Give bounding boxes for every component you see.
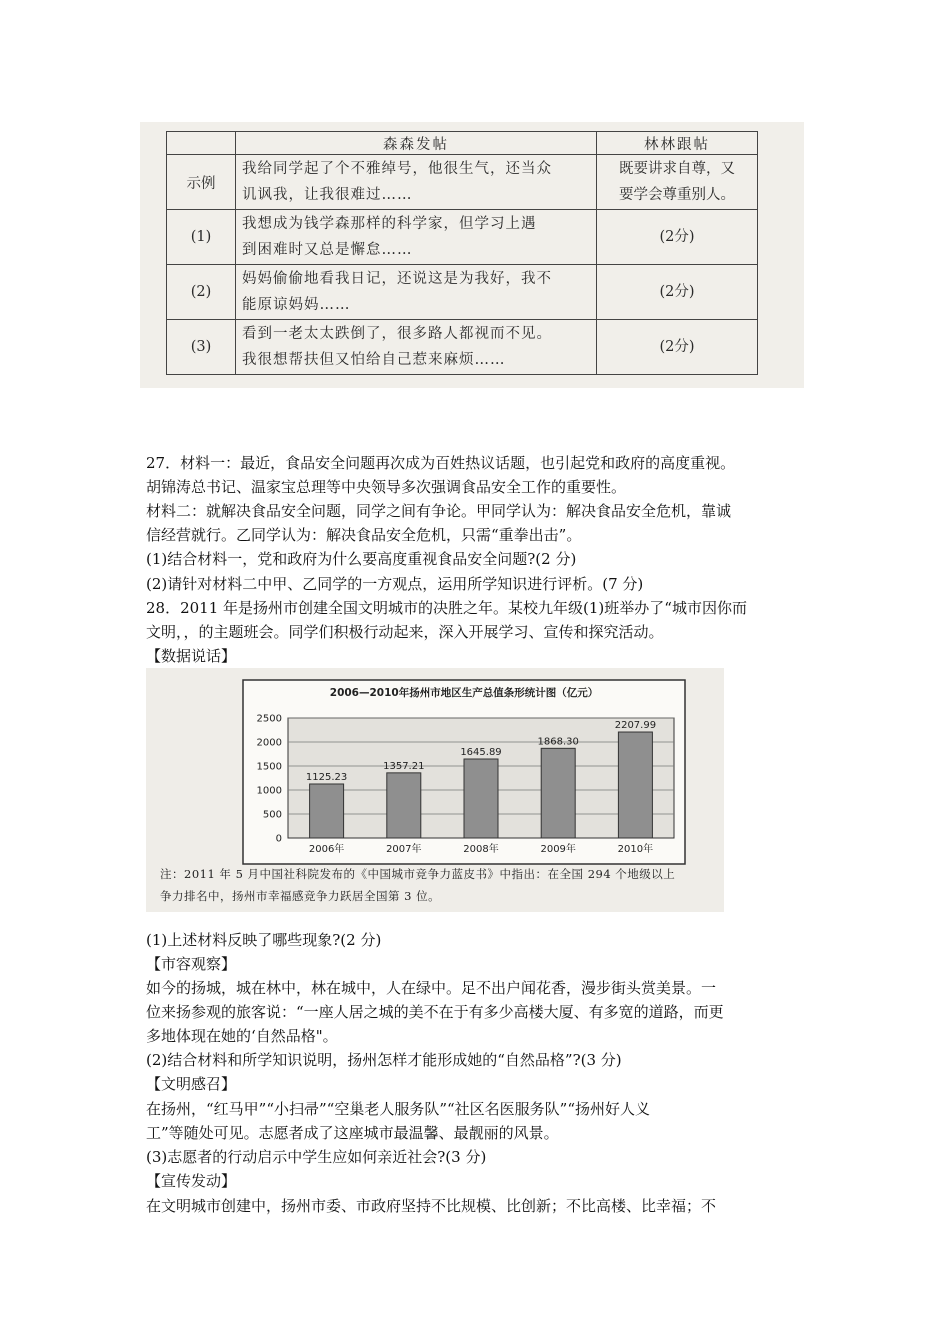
table-row xyxy=(167,320,758,375)
paragraph-line: 位来扬参观的旅客说：“一座人居之城的美不在于有多少高楼大厦、有多宽的道路，而更 xyxy=(146,1003,724,1021)
y-tick-label: 500 xyxy=(262,809,282,821)
reply-line: 既要讲求自尊，又 xyxy=(619,161,735,177)
post-line: 讥讽我，让我很难过…… xyxy=(242,187,413,203)
x-tick-label: 2007年 xyxy=(386,844,422,855)
q28-line: 文明，，的主题班会。同学们积极行动起来，深入开展学习、宣传和探究活动。 xyxy=(146,623,664,641)
bar-value-label: 1357.21 xyxy=(383,760,425,772)
chart-title: 2006—2010年扬州市地区生产总值条形统计图（亿元） xyxy=(329,687,599,699)
post-text xyxy=(236,210,597,265)
section-heading: 【宣传发动】 xyxy=(146,1172,237,1190)
bar-value-label: 1125.23 xyxy=(305,771,348,783)
q28-subquestion: (3)志愿者的行动启示中学生应如何亲近社会?(3 分) xyxy=(146,1148,487,1166)
bar xyxy=(541,748,575,838)
bar xyxy=(618,732,652,838)
scanned-table-image xyxy=(140,122,804,388)
bar xyxy=(464,759,498,838)
post-line: 看到一老太太跌倒了，很多路人都视而不见。 xyxy=(242,326,552,342)
post-text xyxy=(236,320,597,375)
paragraph-line: 如今的扬城，城在林中，林在城中，人在绿中。足不出户闻花香，漫步街头赏美景。一 xyxy=(146,979,717,997)
reply-points: (2分) xyxy=(597,265,758,320)
section-heading: 【文明感召】 xyxy=(146,1075,237,1093)
bar xyxy=(387,773,421,838)
paragraph-line: 工”等随处可见。志愿者成了这座城市最温馨、最靓丽的风景。 xyxy=(146,1124,559,1142)
table-header-reply: 林林跟帖 xyxy=(597,132,758,155)
q28-subquestion: (1)上述材料反映了哪些现象?(2 分) xyxy=(146,931,382,949)
reply-text xyxy=(597,155,758,210)
post-line: 妈妈偷偷地看我日记，还说这是为我好，我不 xyxy=(242,271,552,287)
bar xyxy=(310,784,344,838)
post-line: 我给同学起了个不雅绰号，他很生气，还当众 xyxy=(242,161,552,177)
table-row xyxy=(167,210,758,265)
post-line: 我想成为钱学森那样的科学家，但学习上遇 xyxy=(242,216,537,232)
q27-line: 27．材料一：最近，食品安全问题再次成为百姓热议话题，也引起党和政府的高度重视。 xyxy=(146,454,736,472)
section-heading: 【数据说话】 xyxy=(146,647,237,665)
y-tick-label: 2000 xyxy=(256,737,282,749)
y-tick-label: 1500 xyxy=(256,761,282,773)
paragraph-line: 多地体现在她的‘自然品格"。 xyxy=(146,1027,338,1045)
y-tick-label: 1000 xyxy=(256,785,282,797)
table-header-post: 森森发帖 xyxy=(236,132,597,155)
q28-subquestion: (2)结合材料和所学知识说明，扬州怎样才能形成她的“自然品格”?(3 分) xyxy=(146,1051,622,1069)
bar-value-label: 2207.99 xyxy=(614,720,657,732)
bar-value-label: 1645.89 xyxy=(460,746,502,758)
table-header-row xyxy=(167,132,758,155)
q27-subquestion: (2)请针对材料二中甲、乙同学的一方观点，运用所学知识进行评析。(7 分) xyxy=(146,575,644,593)
post-line: 我很想帮扶但又怕给自己惹来麻烦…… xyxy=(242,352,506,368)
row-label: (2) xyxy=(167,265,236,320)
section-heading: 【市容观察】 xyxy=(146,955,237,973)
post-line: 到困难时又总是懈怠…… xyxy=(242,242,413,258)
reply-points: (2分) xyxy=(597,210,758,265)
paragraph-line: 在扬州，“红马甲”“小扫帚”“空巢老人服务队”“社区名医服务队”“扬州好人义 xyxy=(146,1100,651,1118)
x-tick-label: 2010年 xyxy=(617,844,654,855)
x-tick-label: 2009年 xyxy=(540,844,576,855)
y-tick-label: 0 xyxy=(275,833,282,845)
reply-points: (2分) xyxy=(597,320,758,375)
gdp-chart-image xyxy=(146,668,724,912)
table-row xyxy=(167,265,758,320)
q27-line: 信经营就行。乙同学认为：解决食品安全危机，只需“重拳出击”。 xyxy=(146,526,582,544)
post-text xyxy=(236,155,597,210)
q28-line: 28．2011 年是扬州市创建全国文明城市的决胜之年。某校九年级(1)班举办了“城市因你而 xyxy=(146,599,747,617)
post-line: 能原谅妈妈…… xyxy=(242,297,351,313)
table-row xyxy=(167,155,758,210)
post-table xyxy=(166,131,758,375)
post-text xyxy=(236,265,597,320)
row-label: (3) xyxy=(167,320,236,375)
table-header-blank xyxy=(167,132,236,155)
q27-line: 材料二：就解决食品安全问题，同学之间有争论。甲同学认为：解决食品安全危机，靠诚 xyxy=(146,502,732,520)
x-tick-label: 2008年 xyxy=(463,844,499,855)
y-tick-label: 2500 xyxy=(256,713,282,725)
row-label: (1) xyxy=(167,210,236,265)
paragraph-line: 在文明城市创建中，扬州市委、市政府坚持不比规模、比创新；不比高楼、比幸福；不 xyxy=(146,1197,717,1215)
q27-subquestion: (1)结合材料一，党和政府为什么要高度重视食品安全问题?(2 分) xyxy=(146,550,577,568)
bar-value-label: 1868.30 xyxy=(537,736,579,748)
q27-line: 胡锦涛总书记、温家宝总理等中央领导多次强调食品安全工作的重要性。 xyxy=(146,478,627,496)
gdp-bar-chart xyxy=(146,668,724,868)
x-tick-label: 2006年 xyxy=(308,844,345,855)
chart-note: 注：2011 年 5 月中国社科院发布的《中国城市竞争力蓝皮书》中指出：在全国 294 个地级以上 xyxy=(160,867,676,881)
row-label: 示例 xyxy=(167,155,236,210)
reply-line: 要学会尊重别人。 xyxy=(619,187,735,203)
chart-note: 争力排名中，扬州市幸福感竞争力跃居全国第 3 位。 xyxy=(160,889,441,903)
